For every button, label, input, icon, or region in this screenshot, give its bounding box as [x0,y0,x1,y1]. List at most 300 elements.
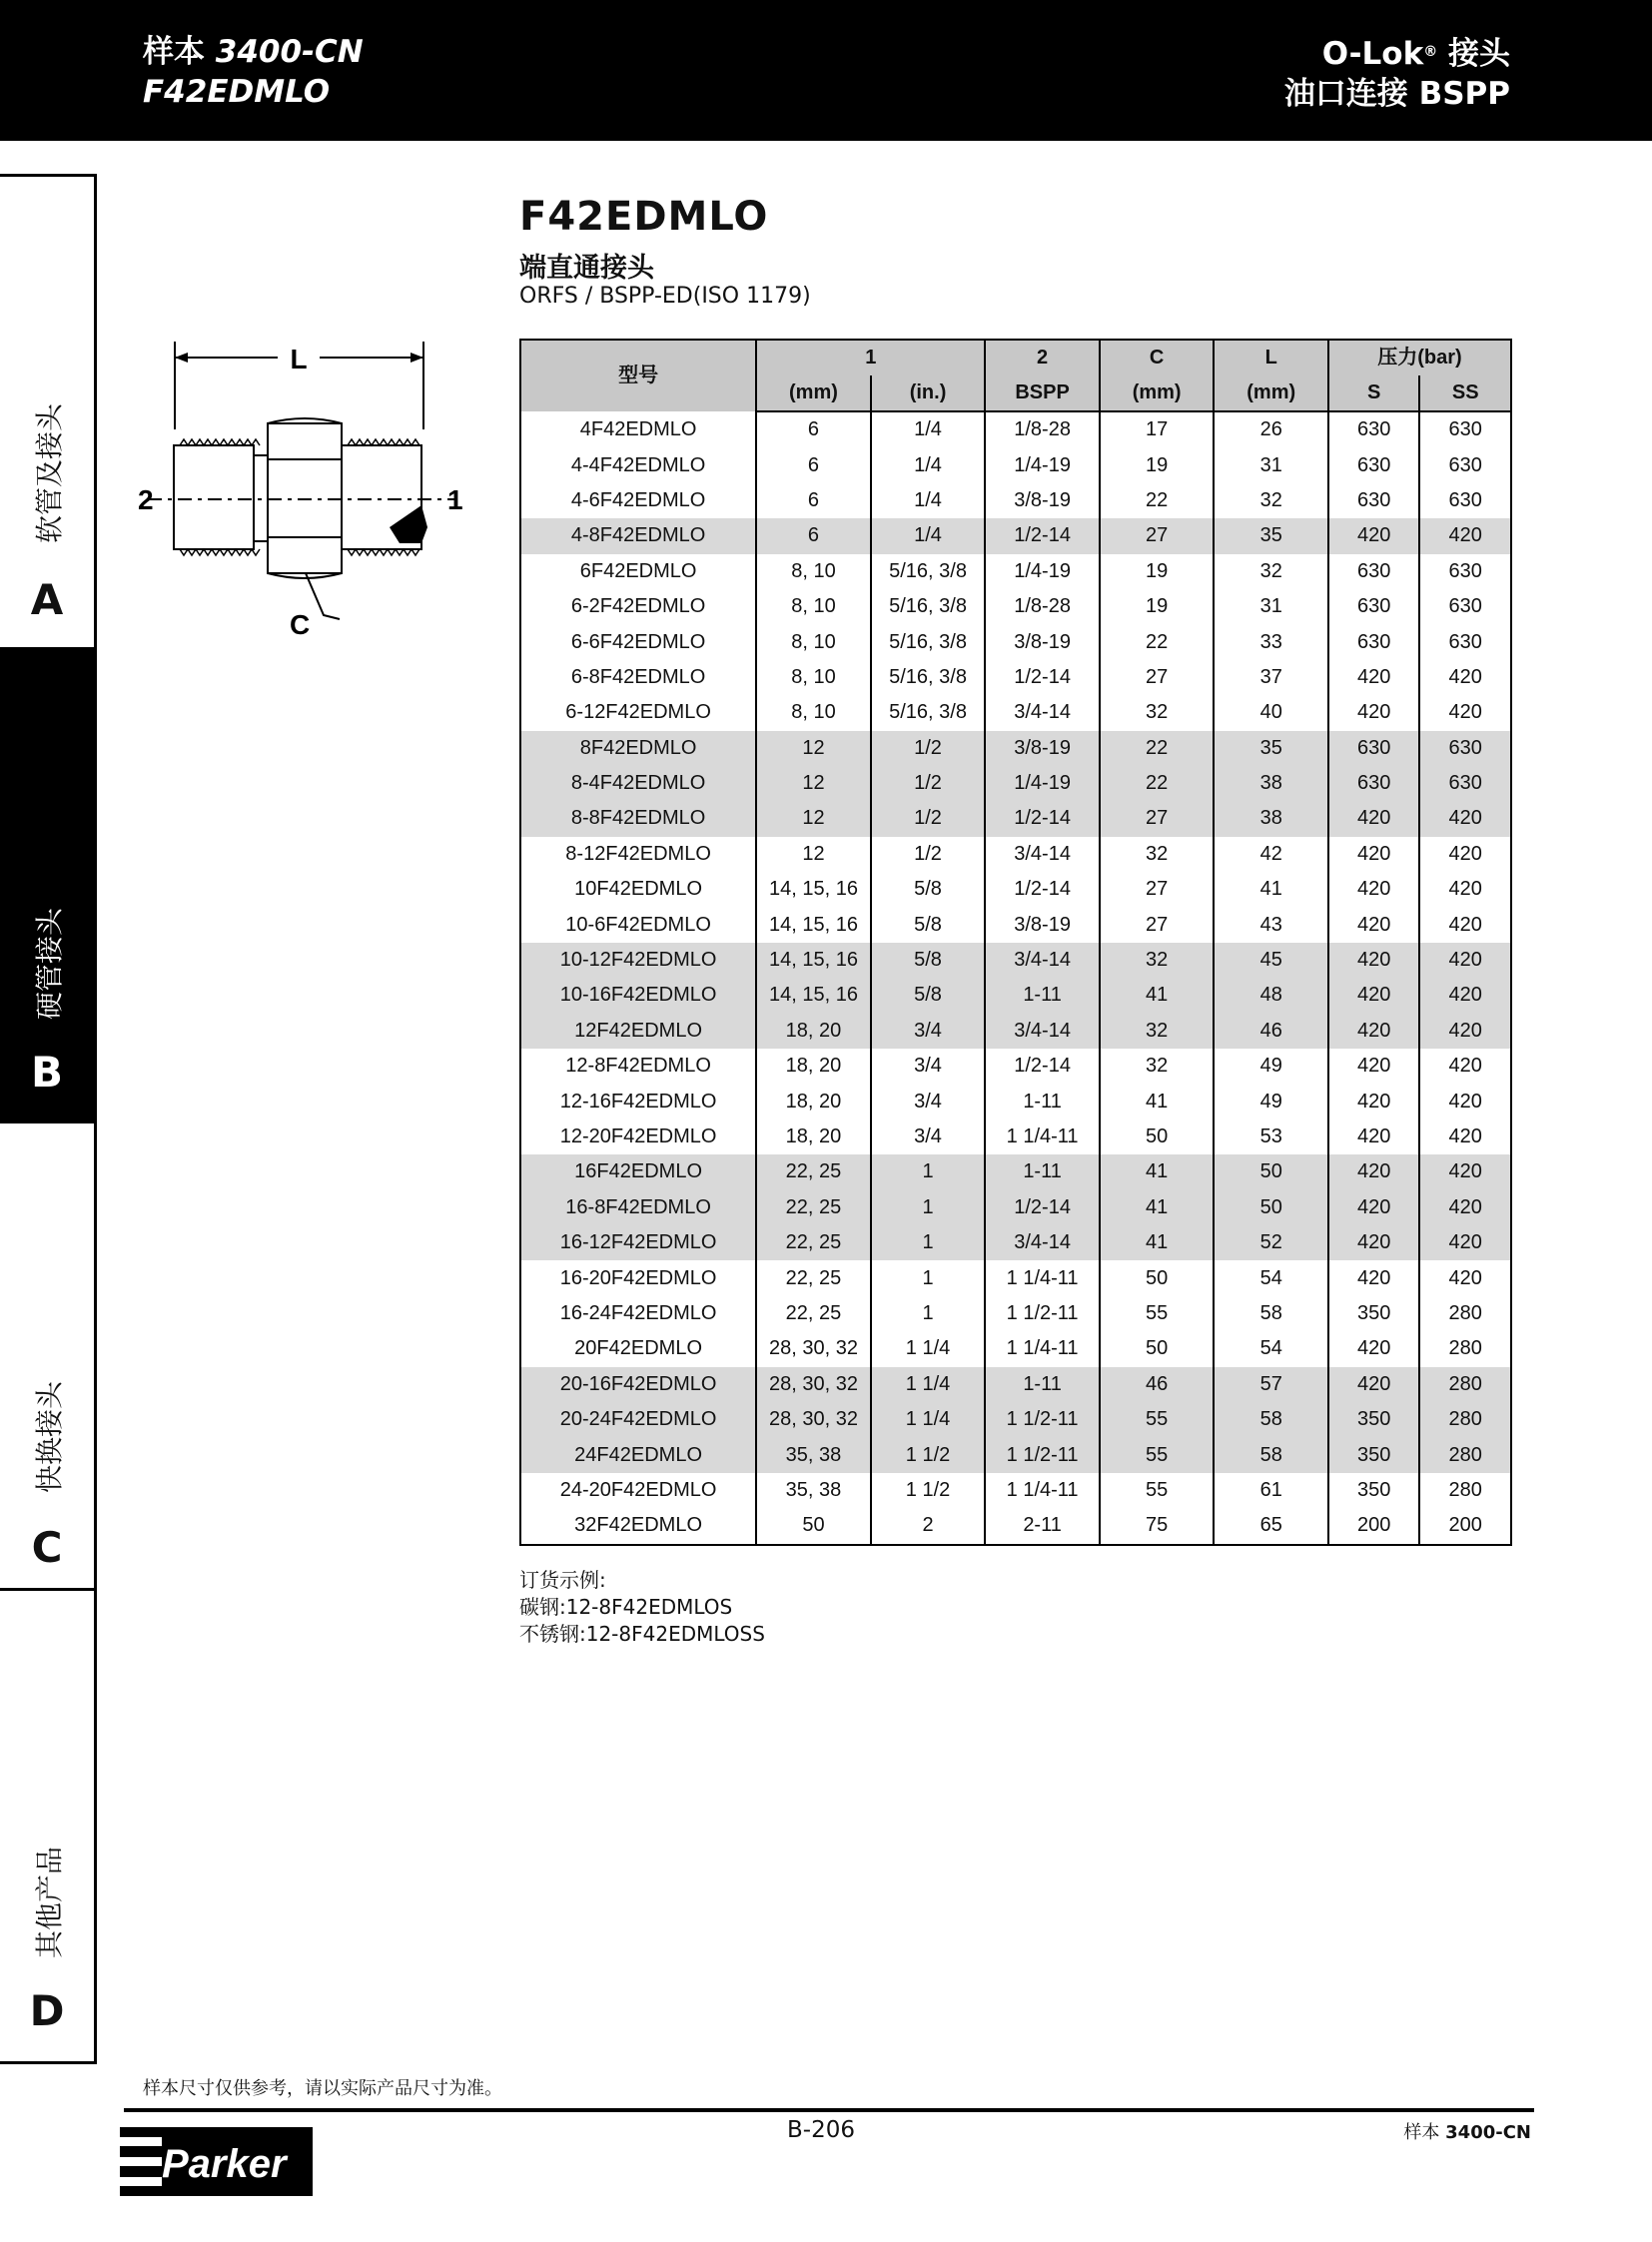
table-row [520,411,1511,447]
cell-model: 20-24F42EDMLO [520,1402,756,1437]
table-body [520,411,1511,1545]
cell-c: 75 [1100,1508,1215,1544]
table-row [520,907,1511,942]
cell-model: 4-4F42EDMLO [520,447,756,482]
cell-c: 50 [1100,1260,1215,1295]
table-row [520,1402,1511,1437]
cell-bspp: 1/2-14 [985,1049,1100,1084]
cell-in: 1/2 [871,801,986,836]
tab-label: 硬管接头 [33,907,66,1021]
cell-ss: 630 [1419,731,1511,766]
cell-mm: 14, 15, 16 [756,978,871,1013]
cell-bspp: 3/4-14 [985,837,1100,872]
tab-letter: C [31,1523,63,1572]
cell-ss: 420 [1419,1260,1511,1295]
table-row [520,978,1511,1013]
table-row [520,554,1511,589]
cell-mm: 12 [756,766,871,801]
cell-l: 61 [1214,1473,1328,1508]
tab-label: 其他产品 [33,1846,66,1959]
cell-s: 420 [1328,518,1419,553]
cell-ss: 630 [1419,411,1511,447]
cell-s: 200 [1328,1508,1419,1544]
tab-section-d[interactable] [0,1591,94,2060]
product-title: F42EDMLO [519,194,769,240]
table-row [520,766,1511,801]
cell-mm: 8, 10 [756,554,871,589]
col-header-l: L [1214,340,1328,375]
header-bar [0,0,1652,141]
cell-ss: 420 [1419,1049,1511,1084]
cell-bspp: 3/8-19 [985,907,1100,942]
tab-letter: B [30,1048,63,1097]
cell-s: 420 [1328,1190,1419,1225]
cell-mm: 8, 10 [756,589,871,624]
cell-in: 1 [871,1190,986,1225]
cell-model: 16-24F42EDMLO [520,1296,756,1331]
sidebar [0,174,96,2063]
table-row [520,1014,1511,1049]
table-row [520,1296,1511,1331]
cell-model: 10-6F42EDMLO [520,907,756,942]
cell-s: 420 [1328,695,1419,730]
subheader-s: S [1328,375,1419,411]
cell-ss: 420 [1419,1120,1511,1154]
cell-mm: 35, 38 [756,1437,871,1472]
subheader-in: (in.) [871,375,986,411]
cell-ss: 420 [1419,837,1511,872]
cell-bspp: 3/8-19 [985,731,1100,766]
footer-catalog [1403,2118,1531,2144]
cell-ss: 200 [1419,1508,1511,1544]
table-row [520,1367,1511,1402]
cell-in: 1 1/4 [871,1331,986,1366]
cell-bspp: 1/4-19 [985,447,1100,482]
cell-s: 420 [1328,801,1419,836]
cell-l: 31 [1214,447,1328,482]
cell-l: 57 [1214,1367,1328,1402]
footer-catalog-label: 样本 [1403,2122,1440,2143]
table-row [520,447,1511,482]
dim-label-c: C [290,609,311,640]
header-right [1284,34,1510,114]
cell-bspp: 3/4-14 [985,695,1100,730]
cell-ss: 280 [1419,1296,1511,1331]
col-header-pressure: 压力(bar) [1328,340,1511,375]
cell-in: 3/4 [871,1049,986,1084]
cell-in: 1 1/4 [871,1367,986,1402]
cell-mm: 28, 30, 32 [756,1402,871,1437]
cell-mm: 18, 20 [756,1120,871,1154]
cell-bspp: 1/4-19 [985,766,1100,801]
cell-mm: 35, 38 [756,1473,871,1508]
cell-c: 46 [1100,1367,1215,1402]
cell-c: 19 [1100,554,1215,589]
cell-in: 1/4 [871,411,986,447]
cell-s: 630 [1328,766,1419,801]
table-row [520,1473,1511,1508]
cell-l: 54 [1214,1260,1328,1295]
cell-ss: 420 [1419,660,1511,695]
cell-bspp: 1/2-14 [985,660,1100,695]
table-row [520,943,1511,978]
cell-mm: 22, 25 [756,1190,871,1225]
cell-bspp: 1 1/4-11 [985,1260,1100,1295]
cell-bspp: 3/4-14 [985,1014,1100,1049]
cell-in: 1 [871,1260,986,1295]
cell-c: 19 [1100,589,1215,624]
tab-section-b[interactable] [0,650,94,1123]
footer-note: 样本尺寸仅供参考，请以实际产品尺寸为准。 [143,2078,502,2099]
cell-l: 49 [1214,1084,1328,1119]
cell-l: 43 [1214,907,1328,942]
cell-bspp: 1/8-28 [985,411,1100,447]
cell-model: 24F42EDMLO [520,1437,756,1472]
cell-model: 20-16F42EDMLO [520,1367,756,1402]
col-header-port2: 2 [985,340,1100,375]
cell-c: 27 [1100,660,1215,695]
cell-l: 38 [1214,766,1328,801]
cell-l: 37 [1214,660,1328,695]
cell-s: 350 [1328,1296,1419,1331]
table-row [520,1331,1511,1366]
cell-in: 1/2 [871,837,986,872]
cell-bspp: 3/8-19 [985,483,1100,518]
cell-bspp: 1-11 [985,1084,1100,1119]
cell-s: 630 [1328,731,1419,766]
cell-bspp: 1 1/2-11 [985,1402,1100,1437]
cell-model: 12F42EDMLO [520,1014,756,1049]
cell-ss: 420 [1419,872,1511,907]
cell-bspp: 3/4-14 [985,943,1100,978]
table-row [520,483,1511,518]
cell-bspp: 1 1/2-11 [985,1296,1100,1331]
cell-c: 41 [1100,1225,1215,1260]
cell-in: 5/16, 3/8 [871,589,986,624]
cell-model: 16F42EDMLO [520,1154,756,1189]
table-row [520,1084,1511,1119]
cell-l: 32 [1214,554,1328,589]
cell-l: 54 [1214,1331,1328,1366]
subheader-c-mm: (mm) [1100,375,1215,411]
cell-c: 27 [1100,907,1215,942]
cell-model: 16-8F42EDMLO [520,1190,756,1225]
cell-c: 32 [1100,695,1215,730]
cell-s: 420 [1328,1084,1419,1119]
cell-c: 41 [1100,1084,1215,1119]
cell-bspp: 1-11 [985,1367,1100,1402]
fitting-diagram [128,330,487,659]
cell-ss: 630 [1419,554,1511,589]
subheader-l-mm: (mm) [1214,375,1328,411]
cell-s: 630 [1328,411,1419,447]
cell-ss: 280 [1419,1331,1511,1366]
cell-ss: 420 [1419,801,1511,836]
cell-l: 58 [1214,1402,1328,1437]
cell-s: 350 [1328,1437,1419,1472]
cell-in: 1 1/2 [871,1473,986,1508]
cell-ss: 280 [1419,1437,1511,1472]
cell-s: 630 [1328,554,1419,589]
cell-l: 58 [1214,1296,1328,1331]
cell-ss: 420 [1419,1154,1511,1189]
cell-ss: 420 [1419,518,1511,553]
cell-l: 42 [1214,837,1328,872]
cell-bspp: 1/4-19 [985,554,1100,589]
cell-mm: 12 [756,731,871,766]
tab-section-a[interactable] [0,174,94,648]
cell-mm: 14, 15, 16 [756,943,871,978]
cell-in: 5/8 [871,872,986,907]
cell-bspp: 3/4-14 [985,1225,1100,1260]
cell-l: 33 [1214,624,1328,659]
cell-model: 6-6F42EDMLO [520,624,756,659]
cell-model: 6F42EDMLO [520,554,756,589]
catalog-label: 样本 [143,34,205,70]
cell-ss: 420 [1419,1014,1511,1049]
cell-ss: 420 [1419,907,1511,942]
cell-ss: 630 [1419,589,1511,624]
cell-s: 420 [1328,943,1419,978]
page-number: B-206 [787,2117,855,2143]
cell-s: 630 [1328,624,1419,659]
cell-s: 420 [1328,872,1419,907]
cell-bspp: 1 1/2-11 [985,1437,1100,1472]
col-header-c: C [1100,340,1215,375]
dim-label-l: L [290,344,308,374]
cell-s: 420 [1328,1225,1419,1260]
cell-in: 5/8 [871,907,986,942]
subheader-bspp: BSPP [985,375,1100,411]
cell-c: 17 [1100,411,1215,447]
cell-in: 5/16, 3/8 [871,660,986,695]
cell-mm: 8, 10 [756,695,871,730]
cell-bspp: 1/2-14 [985,1190,1100,1225]
cell-bspp: 1/2-14 [985,801,1100,836]
cell-model: 8-12F42EDMLO [520,837,756,872]
footer-divider [124,2108,1534,2112]
cell-in: 5/8 [871,943,986,978]
cell-l: 38 [1214,801,1328,836]
tab-section-c[interactable] [0,1123,94,1597]
order-stainless: 不锈钢:12-8F42EDMLOSS [519,1622,765,1646]
cell-mm: 8, 10 [756,624,871,659]
cell-model: 12-20F42EDMLO [520,1120,756,1154]
cell-s: 420 [1328,1367,1419,1402]
order-heading: 订货示例: [519,1568,606,1592]
cell-l: 58 [1214,1437,1328,1472]
table-row [520,624,1511,659]
cell-model: 20F42EDMLO [520,1331,756,1366]
cell-in: 1 1/4 [871,1402,986,1437]
cell-mm: 6 [756,518,871,553]
cell-l: 50 [1214,1190,1328,1225]
cell-c: 27 [1100,518,1215,553]
cell-in: 1 [871,1154,986,1189]
cell-model: 12-16F42EDMLO [520,1084,756,1119]
cell-s: 420 [1328,907,1419,942]
cell-bspp: 1 1/4-11 [985,1473,1100,1508]
cell-mm: 8, 10 [756,660,871,695]
catalog-code: 3400-CN [215,34,364,70]
table-row [520,1260,1511,1295]
cell-l: 46 [1214,1014,1328,1049]
cell-model: 10F42EDMLO [520,872,756,907]
cell-in: 3/4 [871,1084,986,1119]
cell-mm: 22, 25 [756,1225,871,1260]
cell-in: 1/2 [871,731,986,766]
cell-bspp: 1/2-14 [985,872,1100,907]
cell-c: 41 [1100,978,1215,1013]
tab-label: 快换接头 [33,1380,66,1494]
cell-in: 5/16, 3/8 [871,695,986,730]
table-row [520,518,1511,553]
tab-letter: D [29,1986,65,2035]
cell-model: 10-16F42EDMLO [520,978,756,1013]
cell-bspp: 3/8-19 [985,624,1100,659]
cell-model: 4-8F42EDMLO [520,518,756,553]
cell-in: 1/4 [871,447,986,482]
cell-l: 26 [1214,411,1328,447]
cell-in: 3/4 [871,1120,986,1154]
cell-s: 420 [1328,660,1419,695]
cell-l: 41 [1214,872,1328,907]
table-row [520,1225,1511,1260]
table-row [520,695,1511,730]
cell-model: 6-2F42EDMLO [520,589,756,624]
cell-bspp: 2-11 [985,1508,1100,1544]
cell-c: 55 [1100,1473,1215,1508]
cell-c: 22 [1100,624,1215,659]
cell-model: 32F42EDMLO [520,1508,756,1544]
dimension-table [519,339,1512,1546]
cell-model: 24-20F42EDMLO [520,1473,756,1508]
cell-in: 1/4 [871,483,986,518]
cell-s: 420 [1328,1331,1419,1366]
cell-l: 48 [1214,978,1328,1013]
table-row [520,1154,1511,1189]
footer-catalog-code: 3400-CN [1445,2122,1531,2143]
cell-s: 630 [1328,483,1419,518]
cell-in: 5/16, 3/8 [871,624,986,659]
cell-mm: 22, 25 [756,1260,871,1295]
port-label-2: 2 [138,484,154,515]
cell-c: 27 [1100,801,1215,836]
cell-in: 1/2 [871,766,986,801]
cell-c: 55 [1100,1402,1215,1437]
cell-model: 16-12F42EDMLO [520,1225,756,1260]
cell-c: 32 [1100,1049,1215,1084]
cell-s: 420 [1328,1154,1419,1189]
cell-s: 630 [1328,447,1419,482]
cell-ss: 420 [1419,695,1511,730]
cell-l: 49 [1214,1049,1328,1084]
logo-wordmark: Parker [162,2142,287,2186]
cell-c: 41 [1100,1190,1215,1225]
cell-s: 420 [1328,978,1419,1013]
cell-mm: 28, 30, 32 [756,1367,871,1402]
cell-model: 8-8F42EDMLO [520,801,756,836]
cell-s: 350 [1328,1402,1419,1437]
cell-l: 52 [1214,1225,1328,1260]
header-left [143,32,364,112]
cell-in: 1 [871,1225,986,1260]
header-subcategory: 油口连接 BSPP [1283,76,1510,112]
cell-c: 32 [1100,943,1215,978]
cell-s: 420 [1328,837,1419,872]
cell-in: 1 1/2 [871,1437,986,1472]
tab-letter: A [30,575,64,624]
table-row [520,801,1511,836]
cell-ss: 630 [1419,766,1511,801]
cell-c: 50 [1100,1120,1215,1154]
cell-ss: 420 [1419,1084,1511,1119]
cell-c: 41 [1100,1154,1215,1189]
cell-c: 22 [1100,766,1215,801]
product-spec: ORFS / BSPP-ED(ISO 1179) [519,284,811,309]
cell-bspp: 1/8-28 [985,589,1100,624]
cell-model: 4-6F42EDMLO [520,483,756,518]
cell-c: 32 [1100,1014,1215,1049]
cell-mm: 6 [756,483,871,518]
cell-in: 5/16, 3/8 [871,554,986,589]
cell-model: 6-8F42EDMLO [520,660,756,695]
cell-in: 1/4 [871,518,986,553]
cell-in: 3/4 [871,1014,986,1049]
cell-mm: 28, 30, 32 [756,1331,871,1366]
cell-c: 50 [1100,1331,1215,1366]
cell-ss: 280 [1419,1367,1511,1402]
cell-l: 35 [1214,731,1328,766]
table-row [520,1508,1511,1544]
cell-l: 40 [1214,695,1328,730]
cell-l: 53 [1214,1120,1328,1154]
header-product-code: F42EDMLO [143,74,331,110]
cell-l: 32 [1214,483,1328,518]
cell-c: 19 [1100,447,1215,482]
cell-ss: 630 [1419,447,1511,482]
cell-ss: 420 [1419,1190,1511,1225]
cell-model: 10-12F42EDMLO [520,943,756,978]
table-row [520,837,1511,872]
cell-c: 55 [1100,1296,1215,1331]
cell-mm: 18, 20 [756,1049,871,1084]
table-row [520,872,1511,907]
cell-ss: 420 [1419,978,1511,1013]
cell-c: 32 [1100,837,1215,872]
cell-mm: 14, 15, 16 [756,907,871,942]
cell-in: 5/8 [871,978,986,1013]
cell-in: 1 [871,1296,986,1331]
cell-in: 2 [871,1508,986,1544]
order-example [519,1567,765,1648]
cell-ss: 280 [1419,1473,1511,1508]
cell-model: 8F42EDMLO [520,731,756,766]
cell-mm: 12 [756,801,871,836]
cell-bspp: 1 1/4-11 [985,1120,1100,1154]
subheader-ss: SS [1419,375,1511,411]
cell-mm: 6 [756,447,871,482]
cell-l: 65 [1214,1508,1328,1544]
cell-mm: 50 [756,1508,871,1544]
cell-ss: 420 [1419,943,1511,978]
brand-name: O-Lok [1321,36,1424,72]
registered-mark: ® [1423,44,1438,60]
cell-bspp: 1 1/4-11 [985,1331,1100,1366]
col-header-port1: 1 [756,340,985,375]
cell-c: 22 [1100,483,1215,518]
cell-model: 4F42EDMLO [520,411,756,447]
